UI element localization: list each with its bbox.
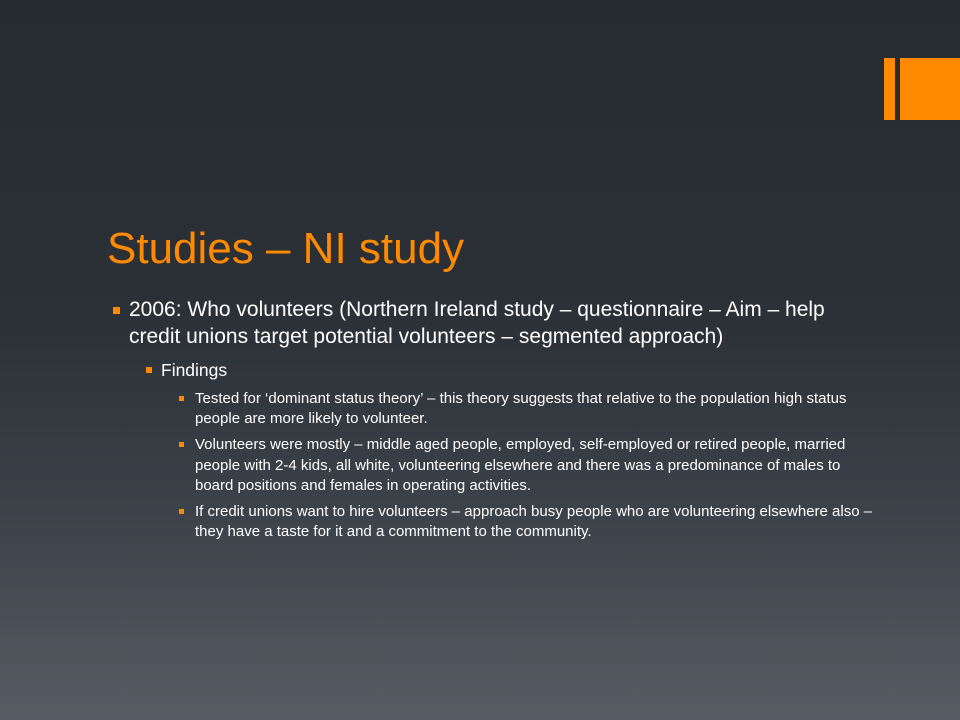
square-bullet-icon	[179, 509, 184, 514]
accent-bar-thin	[884, 58, 895, 120]
bullet-item-finding-3	[179, 502, 875, 542]
square-bullet-icon	[179, 442, 184, 447]
square-bullet-icon	[113, 307, 120, 314]
bullet-item-findings	[146, 359, 873, 542]
bullet-item-main	[113, 296, 873, 542]
slide-content	[113, 296, 873, 548]
square-bullet-icon	[179, 396, 184, 401]
bullet-text-findings: Findings	[161, 360, 228, 380]
square-bullet-icon	[146, 367, 152, 373]
bullet-text-finding-3: If credit unions want to hire volunteers – approach busy people who are volunteering elsewhere also – they have a taste for it and a commitment to the community.	[195, 503, 873, 541]
bullet-list-level-1	[113, 296, 873, 542]
bullet-item-finding-2	[179, 435, 875, 496]
bullet-item-finding-1	[179, 389, 875, 429]
bullet-text-finding-2: Volunteers were mostly – middle aged people, employed, self-employed or retired people, married people with 2-4 kids, all white, volunteering elsewhere and there was a predominance of males to board positions and females in operating activities.	[195, 436, 846, 494]
bullet-list-level-3	[161, 389, 873, 542]
bullet-text-main: 2006: Who volunteers (Northern Ireland study – questionnaire – Aim – help credit unions target potential volunteers – segmented approach)	[129, 298, 825, 348]
slide-title: Studies – NI study	[107, 224, 465, 273]
bullet-text-finding-1: Tested for ‘dominant status theory’ – this theory suggests that relative to the population high status people are more likely to volunteer.	[195, 390, 847, 428]
bullet-list-level-2	[129, 359, 873, 542]
accent-bar-thick	[900, 58, 960, 120]
